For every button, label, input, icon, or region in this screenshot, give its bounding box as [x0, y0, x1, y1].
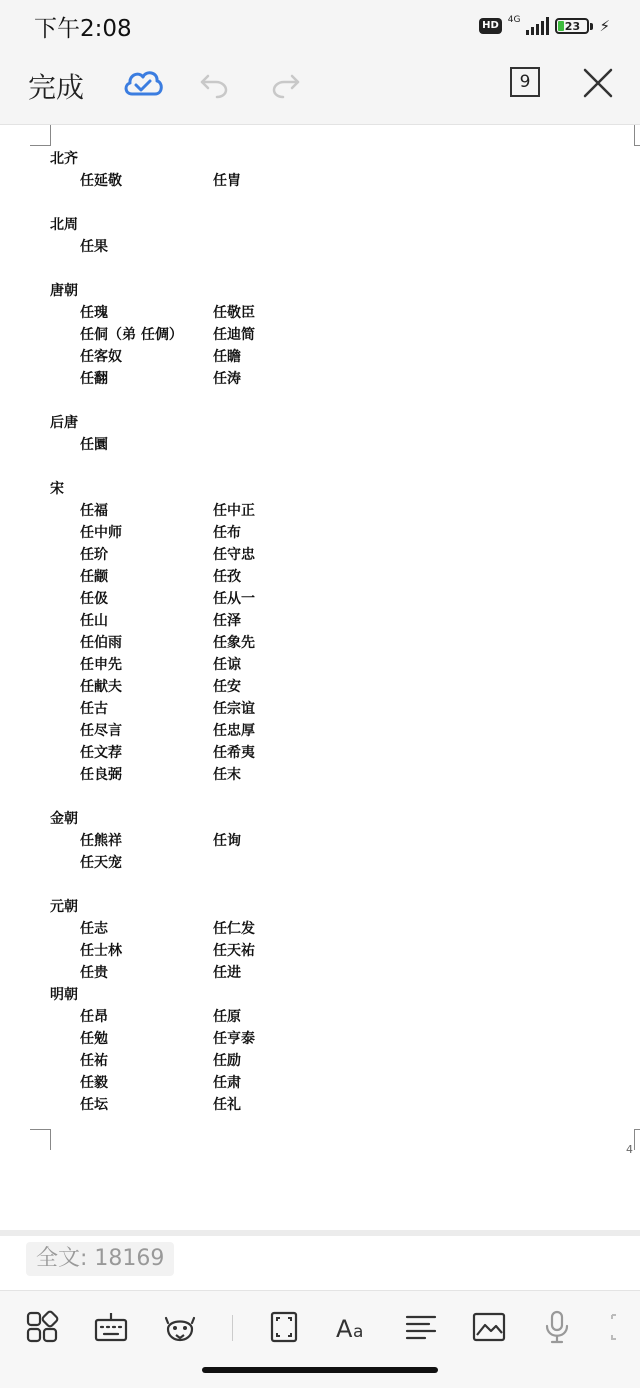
status-bar [0, 0, 640, 52]
person-name: 任宗谊 [213, 701, 255, 717]
name-row [50, 1050, 610, 1072]
person-name: 任忠厚 [213, 723, 255, 739]
person-name: 任瑰 [80, 305, 108, 321]
person-name: 任希夷 [213, 745, 255, 761]
name-row [50, 434, 610, 456]
person-name: 任涛 [213, 371, 241, 387]
person-name: 任志 [80, 921, 108, 937]
name-row [50, 1072, 610, 1094]
person-name: 任肃 [213, 1075, 241, 1091]
person-name: 任颛 [80, 569, 108, 585]
home-indicator[interactable] [202, 1367, 438, 1373]
font-icon[interactable] [335, 1309, 371, 1345]
network-label: 4G [507, 15, 521, 25]
person-name: 任玠 [80, 547, 108, 563]
person-name: 任安 [213, 679, 241, 695]
person-name: 任勉 [80, 1031, 108, 1047]
person-name: 任泽 [213, 613, 241, 629]
name-row [50, 1094, 610, 1116]
dynasty-title: 金朝 [50, 811, 78, 827]
charging-icon: ⚡ [599, 17, 610, 35]
svg-text:A: A [336, 1315, 353, 1343]
document-page[interactable] [0, 125, 640, 1230]
page-corner-mark [30, 1129, 51, 1150]
person-name: 任尽言 [80, 723, 122, 739]
person-name: 任延敬 [80, 173, 122, 189]
apps-icon[interactable] [24, 1309, 60, 1345]
person-name: 任天宠 [80, 855, 122, 871]
name-row [50, 654, 610, 676]
dynasty-title: 明朝 [50, 987, 78, 1003]
person-name: 任从一 [213, 591, 255, 607]
dynasty-section [50, 280, 610, 390]
person-name: 任贵 [80, 965, 108, 981]
svg-text:a: a [353, 1322, 364, 1342]
section-spacer [50, 258, 610, 280]
dynasty-title: 北齐 [50, 151, 78, 167]
person-name: 任伯雨 [80, 635, 122, 651]
dynasty-section [50, 808, 610, 874]
name-row [50, 522, 610, 544]
dynasty-section [50, 412, 610, 456]
scan-icon[interactable] [604, 1309, 624, 1345]
dynasty-section [50, 984, 610, 1116]
name-row [50, 368, 610, 390]
person-name: 任客奴 [80, 349, 122, 365]
page-count-button[interactable]: 9 [510, 67, 540, 97]
microphone-icon[interactable] [539, 1309, 575, 1345]
name-row [50, 566, 610, 588]
person-name: 任翻 [80, 371, 108, 387]
person-name: 任原 [213, 1009, 241, 1025]
name-row [50, 742, 610, 764]
person-name: 任山 [80, 613, 108, 629]
person-name: 任胄 [213, 173, 241, 189]
section-spacer [50, 192, 610, 214]
person-name: 任士林 [80, 943, 122, 959]
editor-toolbar [0, 52, 640, 125]
name-row [50, 302, 610, 324]
dynasty-title: 北周 [50, 217, 78, 233]
page-number: 4 [626, 1143, 633, 1156]
section-spacer [50, 456, 610, 478]
status-time: 下午2:08 [34, 16, 132, 42]
dynasty-title: 元朝 [50, 899, 78, 915]
section-spacer [50, 390, 610, 412]
person-name: 任中正 [213, 503, 255, 519]
name-row [50, 698, 610, 720]
person-name: 任申先 [80, 657, 122, 673]
hd-icon: HD [479, 18, 502, 34]
undo-icon[interactable] [198, 68, 230, 100]
name-row [50, 720, 610, 742]
person-name: 任进 [213, 965, 241, 981]
person-name: 任励 [213, 1053, 241, 1069]
person-name [213, 434, 413, 456]
person-name: 任天祐 [213, 943, 255, 959]
bottom-toolbar [0, 1290, 640, 1388]
person-name: 任礼 [213, 1097, 241, 1113]
person-name: 任象先 [213, 635, 255, 651]
name-row [50, 544, 610, 566]
keyboard-icon[interactable] [93, 1309, 129, 1345]
person-name: 任敬臣 [213, 305, 255, 321]
cloud-sync-icon[interactable] [122, 66, 164, 100]
name-row [50, 852, 610, 874]
person-name: 任古 [80, 701, 108, 717]
person-name: 任文荐 [80, 745, 122, 761]
name-row [50, 1028, 610, 1050]
assistant-icon[interactable] [162, 1309, 198, 1345]
person-name: 任询 [213, 833, 241, 849]
name-row [50, 632, 610, 654]
name-row [50, 610, 610, 632]
person-name: 任孜 [213, 569, 241, 585]
image-icon[interactable] [471, 1309, 507, 1345]
status-icons [479, 14, 610, 38]
person-name: 任中师 [80, 525, 122, 541]
name-row [50, 1006, 610, 1028]
signal-icon [526, 17, 549, 35]
name-row [50, 324, 610, 346]
page-corner-mark [634, 1129, 640, 1150]
document-content [50, 148, 610, 1116]
person-name: 任昂 [80, 1009, 108, 1025]
person-name: 任末 [213, 767, 241, 783]
person-name: 任守忠 [213, 547, 255, 563]
section-spacer [50, 874, 610, 896]
name-row [50, 170, 610, 192]
section-spacer [50, 786, 610, 808]
name-row [50, 676, 610, 698]
person-name: 任圜 [80, 437, 108, 453]
word-count-bar [0, 1230, 640, 1294]
battery-level: 23 [564, 19, 581, 33]
battery-icon [555, 18, 589, 34]
person-name [213, 852, 413, 874]
dynasty-section [50, 148, 610, 192]
dynasty-section [50, 478, 610, 786]
name-row [50, 940, 610, 962]
align-icon[interactable] [403, 1309, 439, 1345]
person-name: 任谅 [213, 657, 241, 673]
person-name: 任仁发 [213, 921, 255, 937]
person-name: 任瞻 [213, 349, 241, 365]
name-row [50, 500, 610, 522]
page-corner-mark [634, 125, 640, 146]
toolbar-divider [232, 1315, 233, 1341]
name-row [50, 588, 610, 610]
redo-icon[interactable] [270, 68, 302, 100]
person-name [213, 236, 413, 258]
person-name: 任侗（弟 任倜） [80, 327, 183, 343]
done-button[interactable]: 完成 [28, 71, 85, 104]
person-name: 任熊祥 [80, 833, 122, 849]
person-name: 任祐 [80, 1053, 108, 1069]
name-row [50, 962, 610, 984]
person-name: 任良弼 [80, 767, 122, 783]
person-name: 任坛 [80, 1097, 108, 1113]
dynasty-title: 后唐 [50, 415, 78, 431]
person-name: 任亨泰 [213, 1031, 255, 1047]
dynasty-title: 唐朝 [50, 283, 78, 299]
person-name: 任果 [80, 239, 108, 255]
person-name: 任献夫 [80, 679, 122, 695]
word-count-label: 全文: 18169 [26, 1242, 174, 1276]
fullscreen-icon[interactable] [266, 1309, 302, 1345]
name-row [50, 918, 610, 940]
person-name: 任迪简 [213, 327, 255, 343]
name-row [50, 236, 610, 258]
dynasty-title: 宋 [50, 481, 64, 497]
person-name: 任毅 [80, 1075, 108, 1091]
page-corner-mark [30, 125, 51, 146]
name-row [50, 346, 610, 368]
name-row [50, 830, 610, 852]
name-row [50, 764, 610, 786]
person-name: 任布 [213, 525, 241, 541]
close-icon[interactable] [582, 67, 614, 99]
person-name: 任福 [80, 503, 108, 519]
person-name: 任伋 [80, 591, 108, 607]
dynasty-section [50, 214, 610, 258]
dynasty-section [50, 896, 610, 984]
